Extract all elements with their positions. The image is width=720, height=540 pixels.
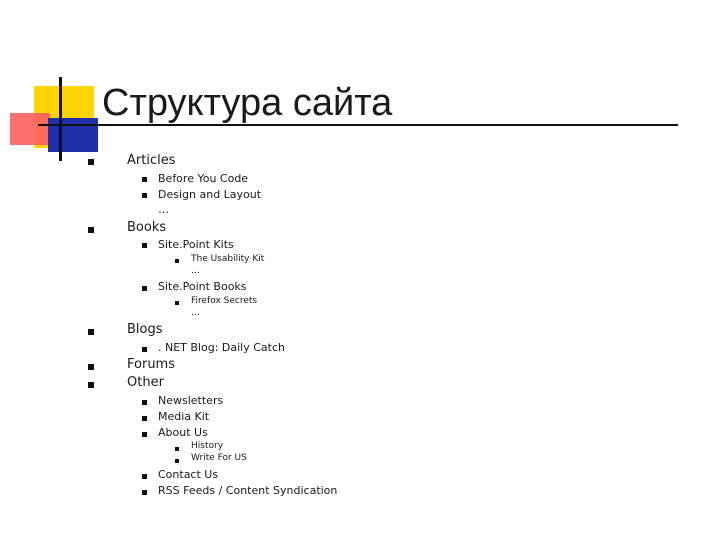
slide-title: Структура сайта xyxy=(102,82,393,124)
item-contact-us: Contact Us xyxy=(158,468,219,481)
item-history: History xyxy=(191,441,224,451)
bullet-icon xyxy=(88,329,94,335)
bullet-icon xyxy=(175,459,179,463)
bullet-icon xyxy=(142,400,147,405)
item-sitepoint-books: Site.Point Books xyxy=(158,280,247,293)
item-books: Books xyxy=(127,220,167,235)
bullet-icon xyxy=(142,193,147,198)
item-sitepoint-kits: Site.Point Kits xyxy=(158,238,234,251)
bullet-icon xyxy=(142,432,147,437)
bullet-icon xyxy=(88,382,94,388)
item-articles-more: … xyxy=(158,203,169,216)
item-other: Other xyxy=(127,375,164,390)
bullet-icon xyxy=(175,447,179,451)
bullet-icon xyxy=(142,416,147,421)
bullet-icon xyxy=(142,243,147,248)
item-usability-kit: The Usability Kit xyxy=(191,254,265,264)
item-kits-more: … xyxy=(191,266,200,276)
item-write-for-us: Write For US xyxy=(191,453,247,463)
bullet-icon xyxy=(88,227,94,233)
bullet-icon xyxy=(142,490,147,495)
bullet-icon xyxy=(142,474,147,479)
item-newsletters: Newsletters xyxy=(158,394,224,407)
item-blogs: Blogs xyxy=(127,322,163,337)
item-net-blog: . NET Blog: Daily Catch xyxy=(158,341,285,354)
bullet-icon xyxy=(175,301,179,305)
item-rss-feeds: RSS Feeds / Content Syndication xyxy=(158,484,338,497)
bullet-icon xyxy=(142,286,147,291)
item-forums: Forums xyxy=(127,357,175,372)
item-about-us: About Us xyxy=(158,426,208,439)
item-firefox-secrets: Firefox Secrets xyxy=(191,296,258,306)
bullet-icon xyxy=(142,347,147,352)
bullet-icon xyxy=(88,364,94,370)
item-articles: Articles xyxy=(127,153,176,168)
bullet-icon xyxy=(88,159,94,165)
decor-vertical-line xyxy=(59,77,62,161)
item-before-you-code: Before You Code xyxy=(158,172,249,185)
bullet-icon xyxy=(142,177,147,182)
item-books-more: … xyxy=(191,308,200,318)
bullet-icon xyxy=(175,259,179,263)
item-design-and-layout: Design and Layout xyxy=(158,188,262,201)
decor-red-square xyxy=(10,113,50,145)
item-media-kit: Media Kit xyxy=(158,410,210,423)
